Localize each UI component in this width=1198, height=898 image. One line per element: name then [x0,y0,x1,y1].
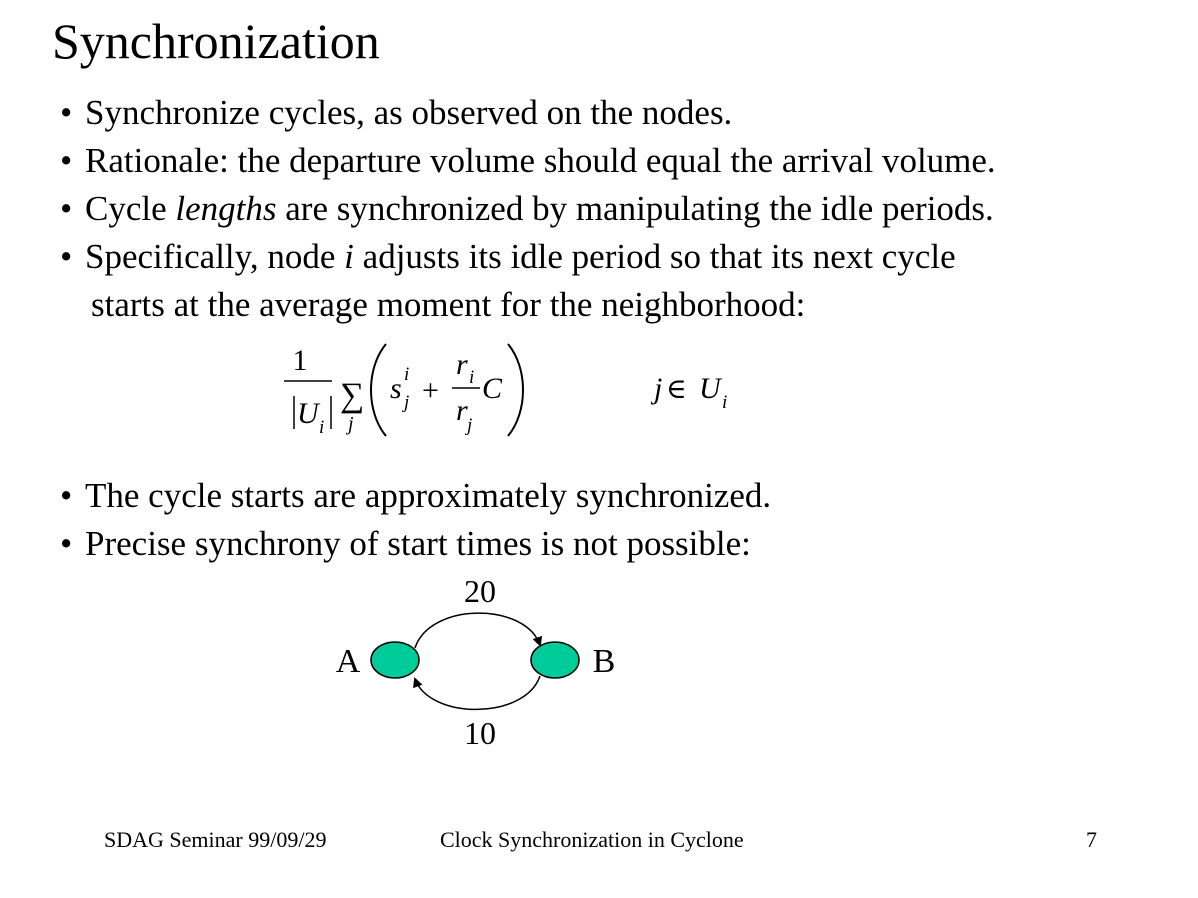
sum-symbol: ∑ [340,377,365,414]
formula-c: C [482,372,503,405]
bullet-marker: • [60,476,73,515]
right-paren [508,344,523,436]
left-paren [371,344,386,436]
bullet-text: The cycle starts are approximately synchronized. [85,476,772,515]
sum-index: j [348,413,354,435]
bullet-item [60,520,771,568]
bullet-text: Precise synchrony of start times is not possible: [85,524,751,563]
formula-s-sup: i [404,364,410,385]
cond-sub: i [722,392,728,413]
bullet-marker: • [60,141,73,180]
bullet-text: Rationale: the departure volume should equal the arrival volume. [85,141,996,180]
bullet-text-emphasis: lengths [175,189,277,228]
formula-numerator: 1 [292,344,308,377]
node-b-label: B [592,643,616,680]
formula-s: s [390,372,402,405]
edge-a-to-b [415,613,540,648]
frac-num-r: r [456,348,468,381]
formula-denominator-set: U [297,397,319,430]
diagram-svg [320,570,640,760]
edge-b-to-a [415,676,540,709]
average-formula [280,336,760,446]
bullet-list [60,89,996,329]
frac-den-sub: j [467,415,473,436]
cond-var: j [654,372,663,405]
bullet-text-pre: Cycle [85,189,176,228]
frac-num-sub: i [469,367,475,388]
bullet-item [60,472,771,520]
edge-label-bottom: 10 [464,715,496,751]
bullet-text-post: are synchronized by manipulating the idle periods. [276,189,994,228]
bullet-item [60,233,996,281]
bullet-item [60,137,996,185]
bullet-marker: • [60,524,73,563]
formula-svg [280,336,760,446]
node-b [531,642,579,678]
cond-set: U [699,372,721,405]
bullet-text-post: adjusts its idle period so that its next cycle [353,237,956,276]
cond-in: ∈ [666,374,687,405]
bullet-item [60,185,996,233]
bullet-marker: • [60,93,73,132]
node-a [371,642,419,678]
node-diagram [320,570,640,760]
bullet-text-emphasis: i [344,237,354,276]
footer-center: Clock Synchronization in Cyclone [440,827,744,852]
bullet-text-pre: Specifically, node [85,237,345,276]
bullet-item [60,89,996,137]
edge-label-top: 20 [464,573,496,609]
slide-title: Synchronization [52,13,380,69]
bullet-list-after [60,472,771,568]
formula-denominator-sub: i [319,417,325,438]
formula-s-sub: j [404,392,410,413]
bullet-text: Synchronize cycles, as observed on the nodes. [85,93,733,132]
bullet-marker: • [60,237,73,276]
bullet-marker: • [60,189,73,228]
frac-den-r: r [456,394,468,427]
formula-plus: + [422,374,439,407]
bullet-continuation: starts at the average moment for the neighborhood: [91,285,806,324]
node-a-label: A [335,643,361,680]
footer-left: SDAG Seminar 99/09/29 [104,827,327,852]
footer-page-number: 7 [1086,827,1097,852]
